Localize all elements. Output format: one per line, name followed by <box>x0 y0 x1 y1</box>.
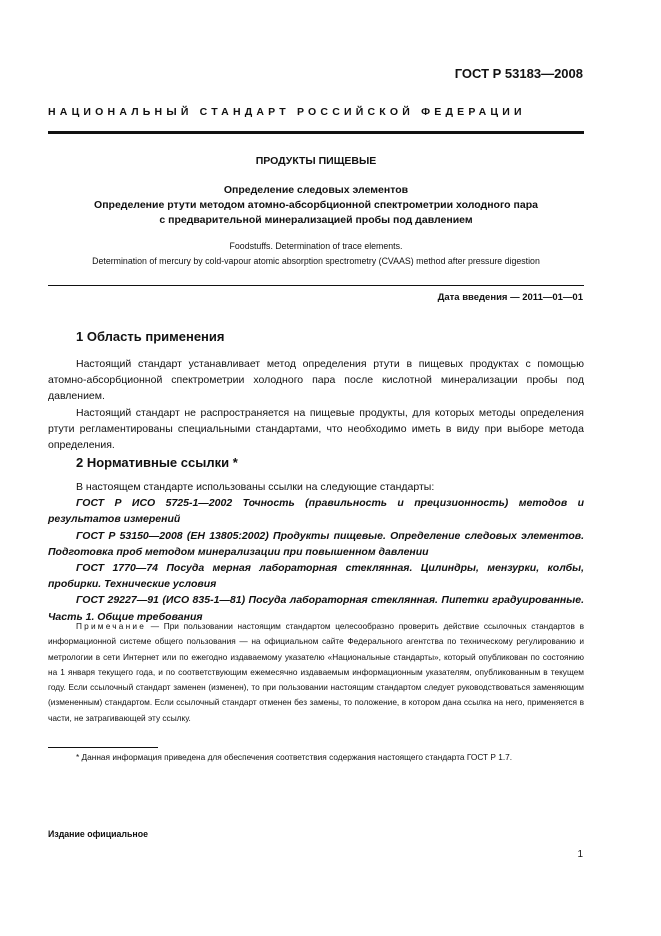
page-number: 1 <box>577 849 583 860</box>
normative-reference: ГОСТ Р ИСО 5725-1—2002 Точность (правильность и прецизионность) методов и результатов измерений <box>48 497 584 526</box>
document-title: ПРОДУКТЫ ПИЩЕВЫЕ <box>255 155 377 167</box>
normative-reference: ГОСТ Р 53150—2008 (ЕН 13805:2002) Продукты пищевые. Определение следовых элементов. Подготовка проб методом минерализации при повышенном давлении <box>48 529 584 558</box>
date-introduction: Дата введения — 2011—01—01 <box>437 292 583 303</box>
subtitle-line: с предварительной минерализацией пробы под давлением <box>159 214 473 226</box>
english-title-line: Determination of mercury by cold-vapour atomic absorption spectrometry (CVAAS) method after pressure digestion <box>92 256 540 266</box>
document-number: ГОСТ Р 53183—2008 <box>454 66 583 81</box>
english-title-line: Foodstuffs. Determination of trace elements. <box>229 241 403 251</box>
note-paragraph <box>48 619 584 726</box>
date-rule <box>48 285 584 286</box>
note-block <box>48 619 584 726</box>
subtitle-line: Определение ртути методом атомно-абсорбционной спектрометрии холодного пара <box>94 199 538 211</box>
footnote-text: * Данная информация приведена для обеспечения соответствия содержания настоящего стандарта ГОСТ Р 1.7. <box>76 752 513 762</box>
national-standard-banner: НАЦИОНАЛЬНЫЙ СТАНДАРТ РОССИЙСКОЙ ФЕДЕРАЦИИ <box>48 106 526 118</box>
section-2-heading: 2 Нормативные ссылки * <box>76 455 238 470</box>
note-text: — При пользовании настоящим стандартом целесообразно проверить действие ссылочных стандартов в информационной системе общего пользования — на официальном сайте Федерального агентства по техническому регулированию и метрологии в сети Интернет или по ежегодно издаваемому указателю «Национальные стандарты», который опубликован по состоянию на 1 января текущего года, и по соответствующим ежемесячно издаваемым информационным указателям, опубликованным в текущем году. Если ссылочный стандарт заменен (изменен), то при пользовании настоящим стандартом следует руководствоваться заменяющим (измененным) стандартом. Если ссылочный стандарт отменен без замены, то положение, в котором дана ссылка на него, применяется в части, не затрагивающей эту ссылку. <box>48 621 584 723</box>
english-title <box>48 239 584 269</box>
subtitle-line: Определение следовых элементов <box>223 184 409 196</box>
section-1-body <box>48 356 584 453</box>
edition-label: Издание официальное <box>48 829 148 839</box>
header-rule <box>48 131 584 134</box>
normative-reference: ГОСТ 29227—91 (ИСО 835-1—81) Посуда лабораторная стеклянная. Пипетки градуированные. Часть 1. Общие требования <box>48 594 584 623</box>
note-label: Примечание <box>76 621 147 631</box>
section-2-body <box>48 479 584 625</box>
section-1-heading: 1 Область применения <box>76 329 225 344</box>
footnote <box>48 750 584 765</box>
paragraph: Настоящий стандарт не распространяется на пищевые продукты, для которых методы определения ртути регламентированы специальными стандартами, что необходимо иметь в виду при выборе метода определения. <box>48 406 584 452</box>
paragraph: Настоящий стандарт устанавливает метод определения ртути в пищевых продуктах с помощью атомно-абсорбционной спектрометрии холодного пара после кислотной минерализации пробы под давлением. <box>48 358 584 403</box>
normative-reference: ГОСТ 1770—74 Посуда мерная лабораторная стеклянная. Цилиндры, мензурки, колбы, пробирки. Технические условия <box>48 562 584 591</box>
document-subtitle <box>48 183 584 228</box>
footnote-rule <box>48 747 158 748</box>
paragraph: В настоящем стандарте использованы ссылки на следующие стандарты: <box>76 481 435 493</box>
